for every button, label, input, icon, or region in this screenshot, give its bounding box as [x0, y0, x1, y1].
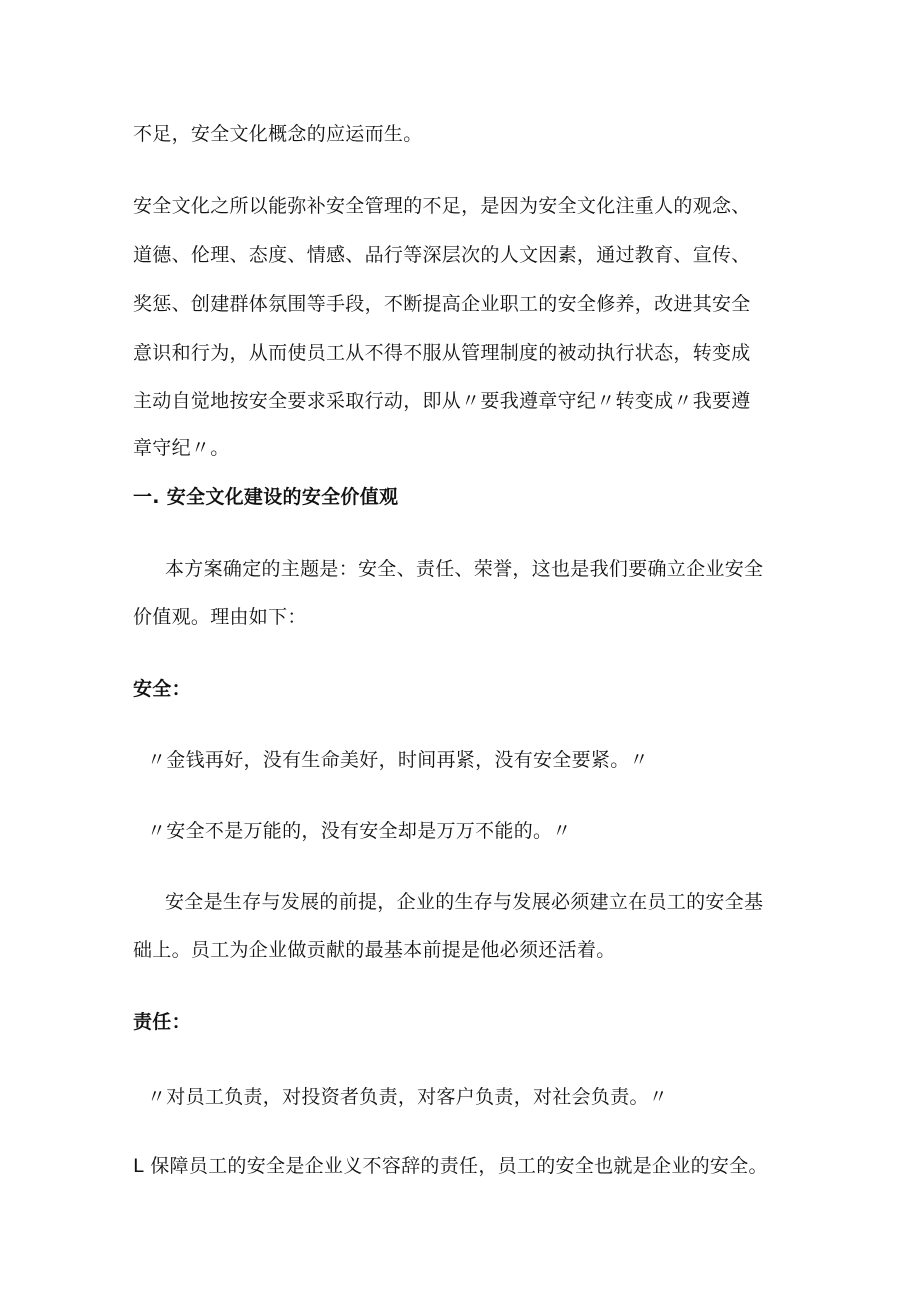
section-heading: 一. 安全文化建设的安全价值观: [133, 486, 399, 508]
theme-paragraph-line-2: 价值观。理由如下：: [133, 606, 307, 628]
paragraph1-line-4: 意识和行为，从而使员工从不得不服从管理制度的被动执行状态，转变成: [133, 342, 751, 364]
safety-paragraph-line-1: 安全是生存与发展的前提，企业的生存与发展必须建立在员工的安全基: [165, 891, 764, 913]
paragraph1-line-5: 主动自觉地按安全要求采取行动，即从〃要我遵章守纪〃转变成〃我要遵: [133, 390, 751, 412]
paragraph1-line-2: 道德、伦理、态度、情感、品行等深层次的人文因素，通过教育、宣传、: [133, 244, 751, 266]
intro-tail-line: 不足，安全文化概念的应运而生。: [133, 123, 423, 145]
safety-quote-2: 〃安全不是万能的，没有安全却是万万不能的。〃: [147, 820, 572, 842]
responsibility-item: L 保障员工的安全是企业义不容辞的责任，员工的安全也就是企业的安全。: [133, 1155, 768, 1177]
responsibility-quote: 〃对员工负责，对投资者负责，对客户负责，对社会负责。〃: [147, 1086, 669, 1108]
paragraph1-line-3: 奖惩、创建群体氛围等手段，不断提高企业职工的安全修养，改进其安全: [133, 293, 751, 315]
safety-paragraph-line-2: 础上。员工为企业做贡献的最基本前提是他必须还活着。: [133, 939, 616, 961]
safety-quote-1: 〃金钱再好，没有生命美好，时间再紧，没有安全要紧。〃: [147, 749, 649, 771]
paragraph1-line-6: 章守纪〃。: [133, 437, 230, 459]
paragraph1-line-1: 安全文化之所以能弥补安全管理的不足，是因为安全文化注重人的观念、: [133, 195, 751, 217]
safety-heading: 安全：: [133, 678, 191, 700]
theme-paragraph-line-1: 本方案确定的主题是：安全、责任、荣誉，这也是我们要确立企业安全: [165, 558, 764, 580]
responsibility-heading: 责任：: [133, 1011, 191, 1033]
